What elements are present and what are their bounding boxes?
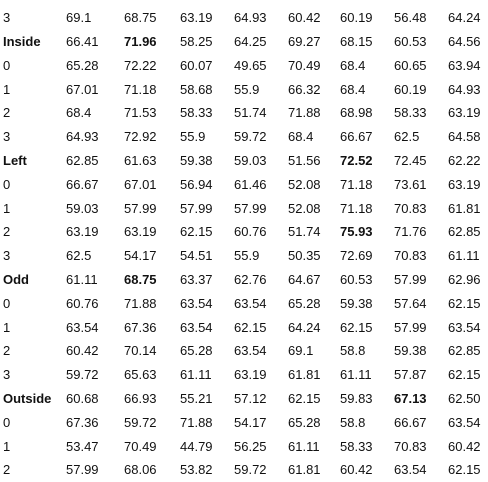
table-cell: 71.88 — [124, 295, 157, 311]
table-cell: 66.67 — [394, 414, 427, 430]
row-label: 3 — [3, 367, 11, 383]
table-cell: 54.51 — [180, 248, 213, 264]
table-cell: 72.92 — [124, 129, 157, 145]
table-cell: 61.63 — [124, 152, 157, 168]
row-label: 1 — [3, 81, 11, 97]
table-cell: 68.4 — [66, 105, 92, 121]
table-cell: 68.4 — [340, 81, 366, 97]
table-cell: 61.11 — [180, 367, 212, 383]
table-cell: 63.19 — [180, 10, 213, 26]
table-cell: 66.67 — [340, 129, 373, 145]
table-cell — [124, 0, 180, 1]
table-cell: 55.9 — [234, 81, 260, 97]
table-cell: 66.93 — [124, 390, 157, 406]
table-cell: 53.82 — [180, 462, 213, 478]
table-cell: 62.15 — [448, 462, 481, 478]
table-cell: 63.19 — [66, 224, 99, 240]
table-cell: 57.99 — [124, 200, 157, 216]
table-cell: 70.49 — [288, 57, 321, 73]
table-cell: 51.56 — [288, 152, 321, 168]
table-cell: 59.72 — [124, 414, 157, 430]
table-cell: 69.1 — [66, 10, 92, 26]
table-cell: 68.4 — [340, 57, 366, 73]
table-cell: 71.53 — [124, 105, 157, 121]
table-cell: 61.11 — [448, 248, 480, 264]
table-group-row — [0, 268, 481, 292]
table-cell: 62.76 — [234, 271, 267, 287]
table-cell: 61.11 — [66, 271, 98, 287]
table-cell: 62.15 — [448, 295, 481, 311]
table-cell: 65.28 — [66, 57, 99, 73]
table-cell: 68.75 — [124, 10, 157, 26]
table-cell: 57.99 — [180, 200, 213, 216]
table-cell: 71.88 — [288, 105, 321, 121]
table-cell: 61.11 — [340, 367, 372, 383]
table-row — [0, 339, 481, 363]
table-cell — [234, 0, 288, 1]
table-cell: 63.54 — [66, 319, 99, 335]
row-label: 0 — [3, 295, 11, 311]
table-cell: 55.21 — [180, 390, 213, 406]
table-cell: 67.13 — [394, 390, 427, 406]
table-row — [0, 101, 481, 125]
table-row — [0, 172, 481, 196]
row-label: 0 — [3, 176, 11, 192]
row-label: Left — [3, 152, 27, 168]
table-cell — [394, 0, 448, 1]
row-label: 0 — [3, 57, 11, 73]
table-cell: 66.41 — [66, 33, 99, 49]
table-row — [0, 434, 481, 458]
table-cell: 72.69 — [340, 248, 373, 264]
table-cell: 56.48 — [394, 10, 427, 26]
table-cell: 67.36 — [66, 414, 99, 430]
table-cell: 71.88 — [180, 414, 213, 430]
table-cell — [340, 0, 394, 1]
table-cell — [288, 0, 340, 1]
table-cell: 60.42 — [66, 343, 99, 359]
table-row — [0, 220, 481, 244]
row-label: 3 — [3, 248, 11, 264]
table-cell: 55.9 — [180, 129, 206, 145]
table-cell: 72.22 — [124, 57, 157, 73]
table-cell: 63.54 — [180, 319, 213, 335]
table-cell: 58.33 — [394, 105, 427, 121]
table-cell: 62.15 — [340, 319, 373, 335]
table-cell — [180, 0, 234, 1]
table-row — [0, 53, 481, 77]
row-label: 1 — [3, 438, 11, 454]
table-cell: 44.79 — [180, 438, 213, 454]
table-cell: 66.32 — [288, 81, 321, 97]
table-cell: 68.75 — [124, 271, 157, 287]
table-cell: 62.15 — [448, 367, 481, 383]
table-row — [0, 244, 480, 268]
table-cell: 63.19 — [448, 105, 481, 121]
table-cell: 60.65 — [394, 57, 427, 73]
table-cell: 60.19 — [340, 10, 373, 26]
table-cell: 73.61 — [394, 176, 427, 192]
row-label: 1 — [3, 319, 11, 335]
table-cell: 57.12 — [234, 390, 267, 406]
table-cell: 60.76 — [234, 224, 267, 240]
table-cell: 59.38 — [394, 343, 427, 359]
table-cell: 63.54 — [394, 462, 427, 478]
table-cell: 60.42 — [288, 10, 321, 26]
table-cell: 63.54 — [448, 414, 481, 430]
table-cell: 72.52 — [340, 152, 373, 168]
table-cell: 61.81 — [288, 462, 321, 478]
table-cell: 71.76 — [394, 224, 427, 240]
table-cell: 64.24 — [288, 319, 321, 335]
row-label: Inside — [3, 33, 41, 49]
table-cell: 64.93 — [448, 81, 481, 97]
row-label: 2 — [3, 105, 11, 121]
table-row — [0, 6, 481, 30]
row-label: 2 — [3, 462, 11, 478]
table-cell: 63.54 — [234, 343, 267, 359]
table-cell: 50.35 — [288, 248, 321, 264]
table-cell: 60.68 — [66, 390, 99, 406]
table-cell: 62.96 — [448, 271, 481, 287]
table-cell: 65.63 — [124, 367, 157, 383]
table-cell: 51.74 — [288, 224, 321, 240]
table-cell — [66, 0, 124, 1]
row-label: 1 — [3, 200, 11, 216]
table-row — [0, 458, 481, 482]
table-cell: 71.18 — [124, 81, 157, 97]
table-cell: 67.01 — [124, 176, 157, 192]
table-group-row — [0, 30, 481, 54]
table-cell: 70.83 — [394, 248, 427, 264]
table-cell: 58.33 — [340, 438, 373, 454]
table-cell: 64.93 — [66, 129, 99, 145]
table-cell: 58.8 — [340, 343, 366, 359]
table-row — [0, 315, 481, 339]
table-cell: 62.85 — [66, 152, 99, 168]
table-cell: 65.28 — [288, 295, 321, 311]
table-cell: 60.42 — [340, 462, 373, 478]
table-cell: 59.72 — [234, 129, 267, 145]
table-cell: 62.50 — [448, 390, 481, 406]
table-row — [0, 196, 481, 220]
table-cell: 59.72 — [66, 367, 99, 383]
table-cell: 70.83 — [394, 438, 427, 454]
table-cell: 66.67 — [66, 176, 99, 192]
table-cell: 60.42 — [448, 438, 481, 454]
table-cell: 61.81 — [288, 367, 321, 383]
row-label: 2 — [3, 343, 11, 359]
table-group-row — [0, 149, 481, 173]
table-cell: 68.4 — [288, 129, 314, 145]
table-cell: 71.18 — [340, 176, 373, 192]
table-cell — [448, 0, 488, 1]
table-cell: 60.07 — [180, 57, 213, 73]
table-cell: 59.03 — [66, 200, 99, 216]
table-cell: 71.18 — [340, 200, 373, 216]
table-cell: 58.68 — [180, 81, 213, 97]
table-cell: 61.81 — [448, 200, 481, 216]
table-cell: 52.08 — [288, 176, 321, 192]
table-cell: 63.54 — [448, 319, 481, 335]
table-cell: 65.28 — [180, 343, 213, 359]
table-cell: 64.24 — [448, 10, 481, 26]
table-cell: 58.25 — [180, 33, 213, 49]
table-cell: 61.11 — [288, 438, 320, 454]
table-cell: 57.99 — [394, 271, 427, 287]
table-cell: 63.54 — [180, 295, 213, 311]
table-cell: 62.5 — [66, 248, 92, 264]
table-cell: 72.45 — [394, 152, 427, 168]
table-cell: 69.1 — [288, 343, 314, 359]
table-cell: 70.49 — [124, 438, 157, 454]
row-label: 2 — [3, 224, 11, 240]
table-cell: 70.83 — [394, 200, 427, 216]
table-cell: 57.99 — [394, 319, 427, 335]
table-row — [0, 363, 481, 387]
table-row — [0, 410, 481, 434]
row-label: 0 — [3, 414, 11, 430]
table-cell: 60.53 — [394, 33, 427, 49]
table-cell: 61.46 — [234, 176, 267, 192]
table-cell: 62.85 — [448, 343, 481, 359]
table-cell: 63.19 — [234, 367, 267, 383]
table-cell: 68.06 — [124, 462, 157, 478]
table-cell: 64.56 — [448, 33, 481, 49]
table-cell: 59.38 — [340, 295, 373, 311]
table-cell: 59.03 — [234, 152, 267, 168]
table-cell: 53.47 — [66, 438, 99, 454]
table-cell: 62.5 — [394, 129, 420, 145]
table-cell: 63.19 — [124, 224, 157, 240]
row-label — [0, 0, 66, 1]
table-cell: 69.27 — [288, 33, 321, 49]
table-cell: 63.37 — [180, 271, 213, 287]
table-row — [0, 77, 481, 101]
table-cell: 62.15 — [180, 224, 213, 240]
table-cell: 57.87 — [394, 367, 427, 383]
table-cell: 75.93 — [340, 224, 373, 240]
table-cell: 60.19 — [394, 81, 427, 97]
table-cell: 60.76 — [66, 295, 99, 311]
table-cell: 68.15 — [340, 33, 373, 49]
table-cell: 57.99 — [66, 462, 99, 478]
table-cell: 71.96 — [124, 33, 157, 49]
table-cell: 58.8 — [340, 414, 366, 430]
table-cell: 54.17 — [124, 248, 157, 264]
table-cell: 65.28 — [288, 414, 321, 430]
table-cell: 64.25 — [234, 33, 267, 49]
row-label: 3 — [3, 129, 11, 145]
table-cell: 59.83 — [340, 390, 373, 406]
table-cell: 57.64 — [394, 295, 427, 311]
table-cell: 52.08 — [288, 200, 321, 216]
table-cell: 56.94 — [180, 176, 213, 192]
table-cell: 63.54 — [234, 295, 267, 311]
table-cell: 49.65 — [234, 57, 267, 73]
table-cell: 67.36 — [124, 319, 157, 335]
table-row — [0, 291, 481, 315]
table-row — [0, 125, 481, 149]
row-label: Outside — [3, 390, 52, 406]
row-label: 3 — [3, 10, 11, 26]
table-cell: 64.67 — [288, 271, 321, 287]
table-cell: 62.22 — [448, 152, 481, 168]
table-cell: 64.58 — [448, 129, 481, 145]
row-label: Odd — [3, 271, 29, 287]
table-cell: 59.38 — [180, 152, 213, 168]
table-cell: 55.9 — [234, 248, 260, 264]
table-cell: 54.17 — [234, 414, 267, 430]
table-cell: 63.19 — [448, 176, 481, 192]
table-cell: 62.15 — [234, 319, 267, 335]
table-cell: 63.94 — [448, 57, 481, 73]
table-cell: 60.53 — [340, 271, 373, 287]
table-cell: 67.01 — [66, 81, 99, 97]
table-cell: 57.99 — [234, 200, 267, 216]
table-cell: 62.15 — [288, 390, 321, 406]
table-cell: 62.85 — [448, 224, 481, 240]
table-cell: 64.93 — [234, 10, 267, 26]
table-cell: 68.98 — [340, 105, 373, 121]
table-cell: 58.33 — [180, 105, 213, 121]
table-cell: 59.72 — [234, 462, 267, 478]
table-group-row — [0, 387, 481, 411]
table-cell: 70.14 — [124, 343, 157, 359]
table-cell: 56.25 — [234, 438, 267, 454]
table-cell: 51.74 — [234, 105, 267, 121]
